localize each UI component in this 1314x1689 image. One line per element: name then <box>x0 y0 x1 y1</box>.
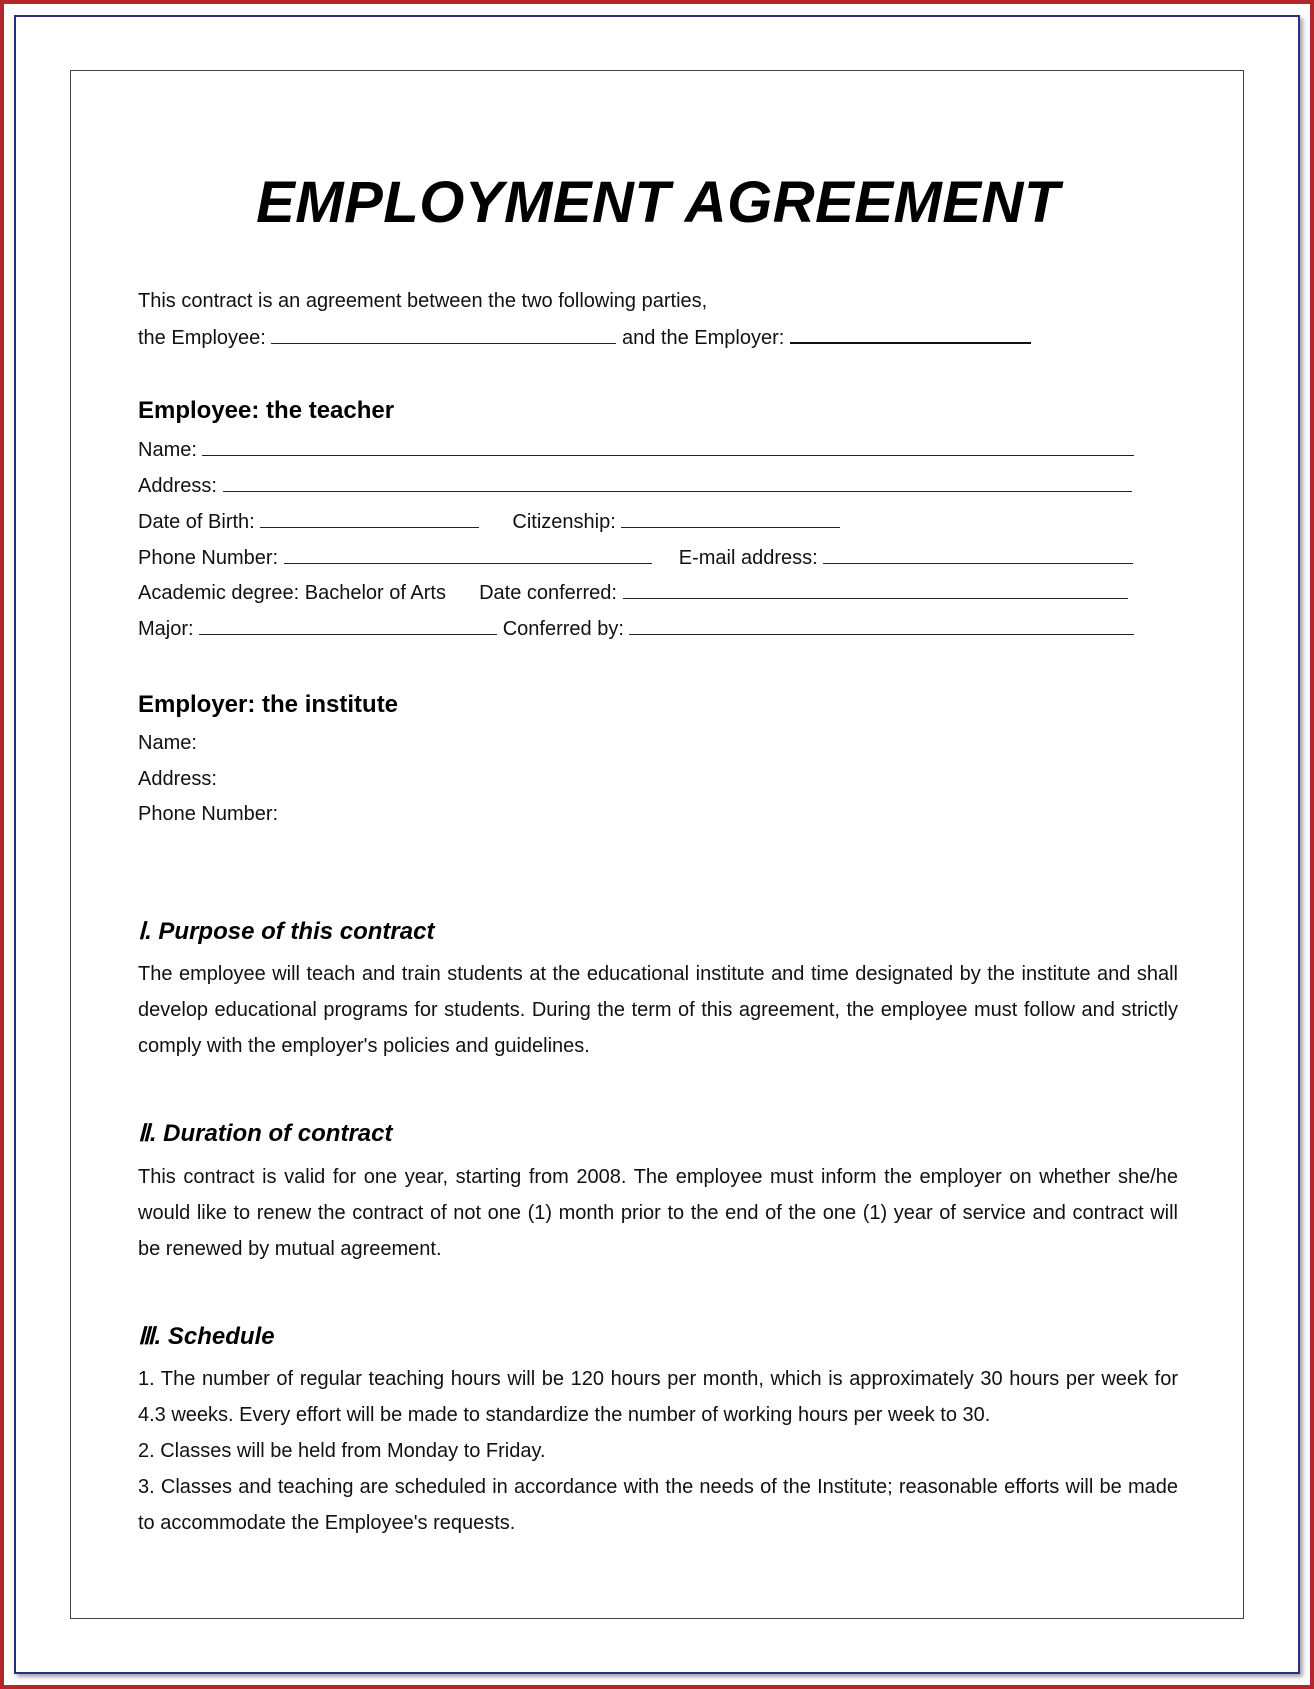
employee-degree-row <box>138 580 1128 605</box>
employer-address-label: Address: <box>138 768 217 790</box>
employer-phone-row <box>138 802 278 826</box>
major-label: Major: <box>138 618 194 640</box>
employer-address-row <box>138 767 217 791</box>
phone-blank[interactable] <box>284 545 652 564</box>
date-conferred-label: Date conferred: <box>479 582 617 604</box>
schedule-item: 3. Classes and teaching are scheduled in accordance with the needs of the Institute; reasonable efforts will be made to accommodate the Employee's requests. <box>138 1476 1178 1534</box>
section-duration-body <box>138 1159 1178 1267</box>
intro-text: This contract is an agreement between the two following parties, <box>138 290 708 312</box>
document-title: EMPLOYMENT AGREEMENT <box>256 170 1060 235</box>
citizenship-blank[interactable] <box>621 509 840 528</box>
document-page <box>70 70 1244 1619</box>
paragraph: This contract is valid for one year, starting from 2008. The employee must inform the employer on whether she/he would like to renew the contract of not one (1) month prior to the end of the one (1) year of service and contract will be renewed by mutual agreement. <box>138 1166 1178 1260</box>
employee-name-label: Name: <box>138 439 197 461</box>
employer-heading: Employer: the institute <box>138 691 399 718</box>
schedule-item: 2. Classes will be held from Monday to Friday. <box>138 1440 546 1462</box>
dob-label: Date of Birth: <box>138 511 255 533</box>
employee-party-label: the Employee: <box>138 327 266 349</box>
employer-party-blank[interactable] <box>790 324 1031 344</box>
employee-address-row <box>138 473 1132 498</box>
employer-phone-label: Phone Number: <box>138 803 279 825</box>
intro-line <box>138 289 707 313</box>
email-blank[interactable] <box>823 545 1133 564</box>
conferred-by-blank[interactable] <box>629 616 1134 635</box>
employee-name-row <box>138 437 1134 462</box>
employer-party-label: and the Employer: <box>621 327 785 349</box>
section-duration-heading: Ⅱ. Duration of contract <box>138 1120 393 1147</box>
parties-line <box>138 324 1031 350</box>
paragraph: The employee will teach and train students at the educational institute and time designated by the institute and shall develop educational programs for students. During the term of this agreement, the employee must follow and strictly comply with the employer's policies and guidelines. <box>138 963 1178 1057</box>
conferred-by-label: Conferred by: <box>502 618 624 640</box>
section-purpose-heading: Ⅰ. Purpose of this contract <box>138 918 435 945</box>
employee-heading: Employee: the teacher <box>138 397 395 424</box>
phone-label: Phone Number: <box>138 547 279 569</box>
employee-contact-row <box>138 545 1133 570</box>
major-blank[interactable] <box>199 616 497 635</box>
degree-label: Academic degree: Bachelor of Arts <box>138 582 446 604</box>
date-conferred-blank[interactable] <box>623 580 1128 599</box>
employer-name-row <box>138 731 197 755</box>
employer-name-label: Name: <box>138 732 197 754</box>
email-label: E-mail address: <box>678 547 818 569</box>
employee-major-row <box>138 616 1134 641</box>
citizenship-label: Citizenship: <box>512 511 616 533</box>
employee-name-blank[interactable] <box>202 437 1134 456</box>
employee-party-blank[interactable] <box>271 325 616 344</box>
section-schedule-body <box>138 1361 1178 1541</box>
section-schedule-heading: Ⅲ. Schedule <box>138 1323 275 1350</box>
section-purpose-body <box>138 956 1178 1064</box>
dob-blank[interactable] <box>260 509 479 528</box>
schedule-item: 1. The number of regular teaching hours will be 120 hours per month, which is approximately 30 hours per week for 4.3 weeks. Every effort will be made to standardize the number of working hours per week to 30. <box>138 1368 1178 1426</box>
employee-address-blank[interactable] <box>223 473 1132 492</box>
employee-address-label: Address: <box>138 475 217 497</box>
employee-dob-row <box>138 509 840 534</box>
